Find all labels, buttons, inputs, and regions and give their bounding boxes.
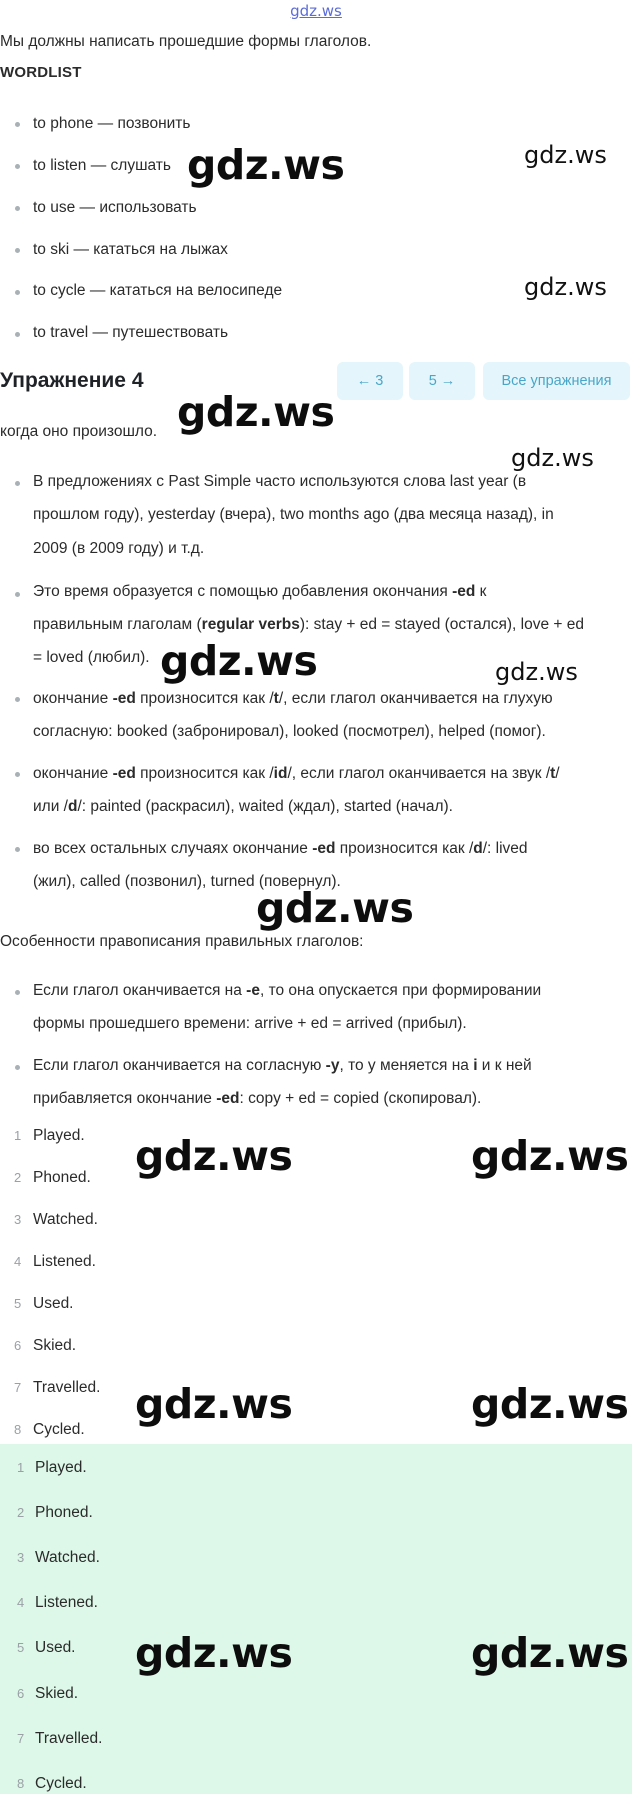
watermark: gdz.ws [511, 444, 594, 472]
spelling-line: прибавляется окончание -ed: copy + ed = copied (скопировал). [33, 1090, 482, 1107]
prev-exercise-button[interactable]: ← 3 [337, 362, 403, 400]
bullet-icon [15, 332, 20, 337]
answer-number: 8 [17, 1776, 25, 1791]
watermark: gdz.ws [135, 1380, 293, 1428]
answer-number: 1 [14, 1128, 22, 1143]
watermark: gdz.ws [471, 1629, 629, 1677]
rule-line: окончание -ed произносится как /t/, если глагол оканчивается на глухую [33, 690, 553, 707]
answer-item: Listened. [33, 1253, 96, 1270]
rule-line: окончание -ed произносится как /id/, если глагол оканчивается на звук /t/ [33, 765, 560, 782]
bullet-icon [15, 592, 20, 597]
wordlist-item: to travel — путешествовать [33, 324, 229, 341]
watermark: gdz.ws [256, 884, 414, 932]
rule-line: = loved (любил). [33, 649, 150, 666]
answer-item: Listened. [35, 1594, 98, 1611]
wordlist-item: to cycle — кататься на велосипеде [33, 282, 283, 299]
wordlist-item: to listen — слушать [33, 157, 171, 174]
answer-item: Watched. [33, 1211, 98, 1228]
wordlist-item: to ski — кататься на лыжах [33, 241, 228, 258]
answer-item: Phoned. [33, 1169, 91, 1186]
answer-item: Skied. [33, 1337, 77, 1354]
answer-number: 1 [17, 1460, 25, 1475]
bullet-icon [15, 248, 20, 253]
answer-item: Cycled. [33, 1421, 85, 1438]
watermark: gdz.ws [160, 637, 318, 685]
watermark: gdz.ws [135, 1132, 293, 1180]
answer-number: 7 [14, 1380, 22, 1395]
watermark: gdz.ws [187, 141, 345, 189]
answer-item: Played. [35, 1459, 87, 1476]
spelling-line: Если глагол оканчивается на согласную -y, то у меняется на i и к ней [33, 1057, 532, 1074]
rule-line: правильным глаголам (regular verbs): stay + ed = stayed (остался), love + ed [33, 616, 585, 633]
bullet-icon [15, 990, 20, 995]
rule-line: Это время образуется с помощью добавления окончания -ed к [33, 583, 487, 600]
bullet-icon [15, 847, 20, 852]
bullet-icon [15, 164, 20, 169]
bullet-icon [15, 481, 20, 486]
rule-line: (жил), called (позвонил), turned (повернул). [33, 873, 341, 890]
bullet-icon [15, 122, 20, 127]
rule-line: В предложениях с Past Simple часто используются слова last year (в [33, 473, 527, 490]
watermark: gdz.ws [177, 388, 335, 436]
answer-number: 3 [17, 1550, 25, 1565]
bullet-icon [15, 290, 20, 295]
answer-number: 2 [14, 1170, 22, 1185]
answer-item: Watched. [35, 1549, 100, 1566]
answer-item: Phoned. [35, 1504, 93, 1521]
all-exercises-button[interactable]: Все упражнения [483, 362, 630, 400]
answer-number: 4 [17, 1595, 25, 1610]
answer-number: 6 [17, 1686, 25, 1701]
watermark: gdz.ws [471, 1132, 629, 1180]
rule-line: или /d/: painted (раскрасил), waited (ждал), started (начал). [33, 798, 453, 815]
site-link[interactable]: gdz.ws [290, 2, 342, 20]
rule-line: прошлом году), yesterday (вчера), two months ago (два месяца назад), in [33, 506, 554, 523]
answer-item: Cycled. [35, 1775, 87, 1792]
bullet-icon [15, 206, 20, 211]
answer-item: Skied. [35, 1685, 79, 1702]
answer-item: Travelled. [33, 1379, 101, 1396]
answer-number: 3 [14, 1212, 22, 1227]
rule-line: 2009 (в 2009 году) и т.д. [33, 540, 205, 557]
answer-item: Used. [33, 1295, 74, 1312]
watermark: gdz.ws [524, 141, 607, 169]
next-exercise-button[interactable]: 5 → [409, 362, 475, 400]
rule-line: во всех остальных случаях окончание -ed произносится как /d/: lived [33, 840, 528, 857]
spelling-line: формы прошедшего времени: arrive + ed = arrived (прибыл). [33, 1015, 467, 1032]
bullet-icon [15, 1065, 20, 1070]
answer-item: Used. [35, 1639, 76, 1656]
intro-text: Мы должны написать прошедшие формы глаголов. [0, 33, 372, 50]
answer-number: 4 [14, 1254, 22, 1269]
wordlist-item: to use — использовать [33, 199, 197, 216]
watermark: gdz.ws [135, 1629, 293, 1677]
bullet-icon [15, 772, 20, 777]
wordlist-item: to phone — позвонить [33, 115, 191, 132]
spelling-line: Если глагол оканчивается на -e, то она опускается при формировании [33, 982, 542, 999]
answer-item: Travelled. [35, 1730, 103, 1747]
answer-number: 8 [14, 1422, 22, 1437]
answer-number: 2 [17, 1505, 25, 1520]
watermark: gdz.ws [495, 658, 578, 686]
answer-number: 5 [17, 1640, 25, 1655]
wordlist-heading: WORDLIST [0, 64, 82, 81]
answer-number: 7 [17, 1731, 25, 1746]
answer-number: 5 [14, 1296, 22, 1311]
exercise-title: Упражнение 4 [0, 369, 144, 392]
watermark: gdz.ws [524, 273, 607, 301]
spelling-heading: Особенности правописания правильных глаголов: [0, 933, 364, 950]
bullet-icon [15, 697, 20, 702]
answer-item: Played. [33, 1127, 85, 1144]
answer-number: 6 [14, 1338, 22, 1353]
theory-lead: когда оно произошло. [0, 423, 158, 440]
rule-line: согласную: booked (забронировал), looked (посмотрел), helped (помог). [33, 723, 546, 740]
watermark: gdz.ws [471, 1380, 629, 1428]
